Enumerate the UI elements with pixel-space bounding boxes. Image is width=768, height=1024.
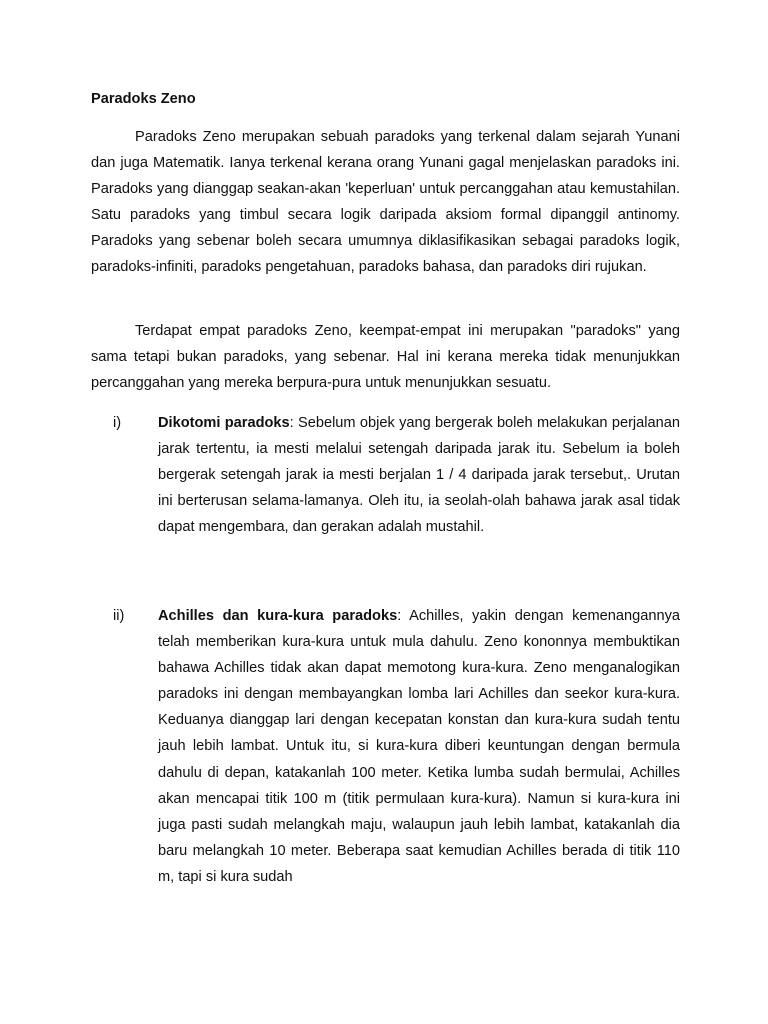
list-item-number: ii) <box>113 608 125 624</box>
list-item-text: : Achilles, yakin dengan kemenangannya telah memberikan kura-kura untuk mula dahulu. Zeno kononnya membuktikan bahawa Achilles tidak akan dapat memotong kura-kura. Zeno menganalogikan paradoks ini dengan membayangkan lomba lari Achilles dan seekor kura-kura. Keduanya dianggap lari dengan kecepatan konstan dan kura-kura sudah tentu jauh lebih lambat. Untuk itu, si kura-kura diberi keuntungan dengan bermula dahulu di depan, katakanlah 100 meter. Ketika lumba sudah bermulai, Achilles akan mencapai titik 100 m (titik permulaan kura-kura). Namun si kura-kura ini juga pasti sudah melangkah maju, walaupun jauh lebih lambat, katakanlah dia baru melangkah 10 meter. Beberapa saat kemudian Achilles berada di titik 110 m, tapi si kura sudah <box>158 608 680 885</box>
paragraph-text: Terdapat empat paradoks Zeno, keempat-empat ini merupakan "paradoks" yang sama tetapi bukan paradoks, yang sebenar. Hal ini kerana mereka tidak menunjukkan percanggahan yang mereka berpura-pura untuk menunjukkan sesuatu. <box>91 323 680 392</box>
list-item-term: Achilles dan kura-kura paradoks <box>158 608 398 624</box>
list-item-term: Dikotomi paradoks <box>158 415 290 431</box>
document-title: Paradoks Zeno <box>91 91 196 107</box>
list-item-body <box>158 410 680 540</box>
list-item-number: i) <box>113 415 122 431</box>
paragraph-text: Paradoks Zeno merupakan sebuah paradoks yang terkenal dalam sejarah Yunani dan juga Matematik. Ianya terkenal kerana orang Yunani gagal menjelaskan paradoks ini. Paradoks yang dianggap seakan-akan 'keperluan' untuk percanggahan atau kemustahilan. Satu paradoks yang timbul secara logik daripada aksiom formal dipanggil antinomy. Paradoks yang sebenar boleh secara umumnya diklasifikasikan sebagai paradoks logik, paradoks-infiniti, paradoks pengetahuan, paradoks bahasa, dan paradoks diri rujukan. <box>91 129 680 276</box>
list-item-body <box>158 603 680 890</box>
list-item-text: : Sebelum objek yang bergerak boleh melakukan perjalanan jarak tertentu, ia mesti melalui setengah daripada jarak itu. Sebelum ia boleh bergerak setengah jarak ia mesti berjalan 1 / 4 daripada jarak tersebut,. Urutan ini berterusan selama-lamanya. Oleh itu, ia seolah-olah bahawa jarak asal tidak dapat mengembara, dan gerakan adalah mustahil. <box>158 415 680 536</box>
paragraph-four-paradoxes <box>91 318 680 396</box>
paragraph-intro <box>91 124 680 281</box>
